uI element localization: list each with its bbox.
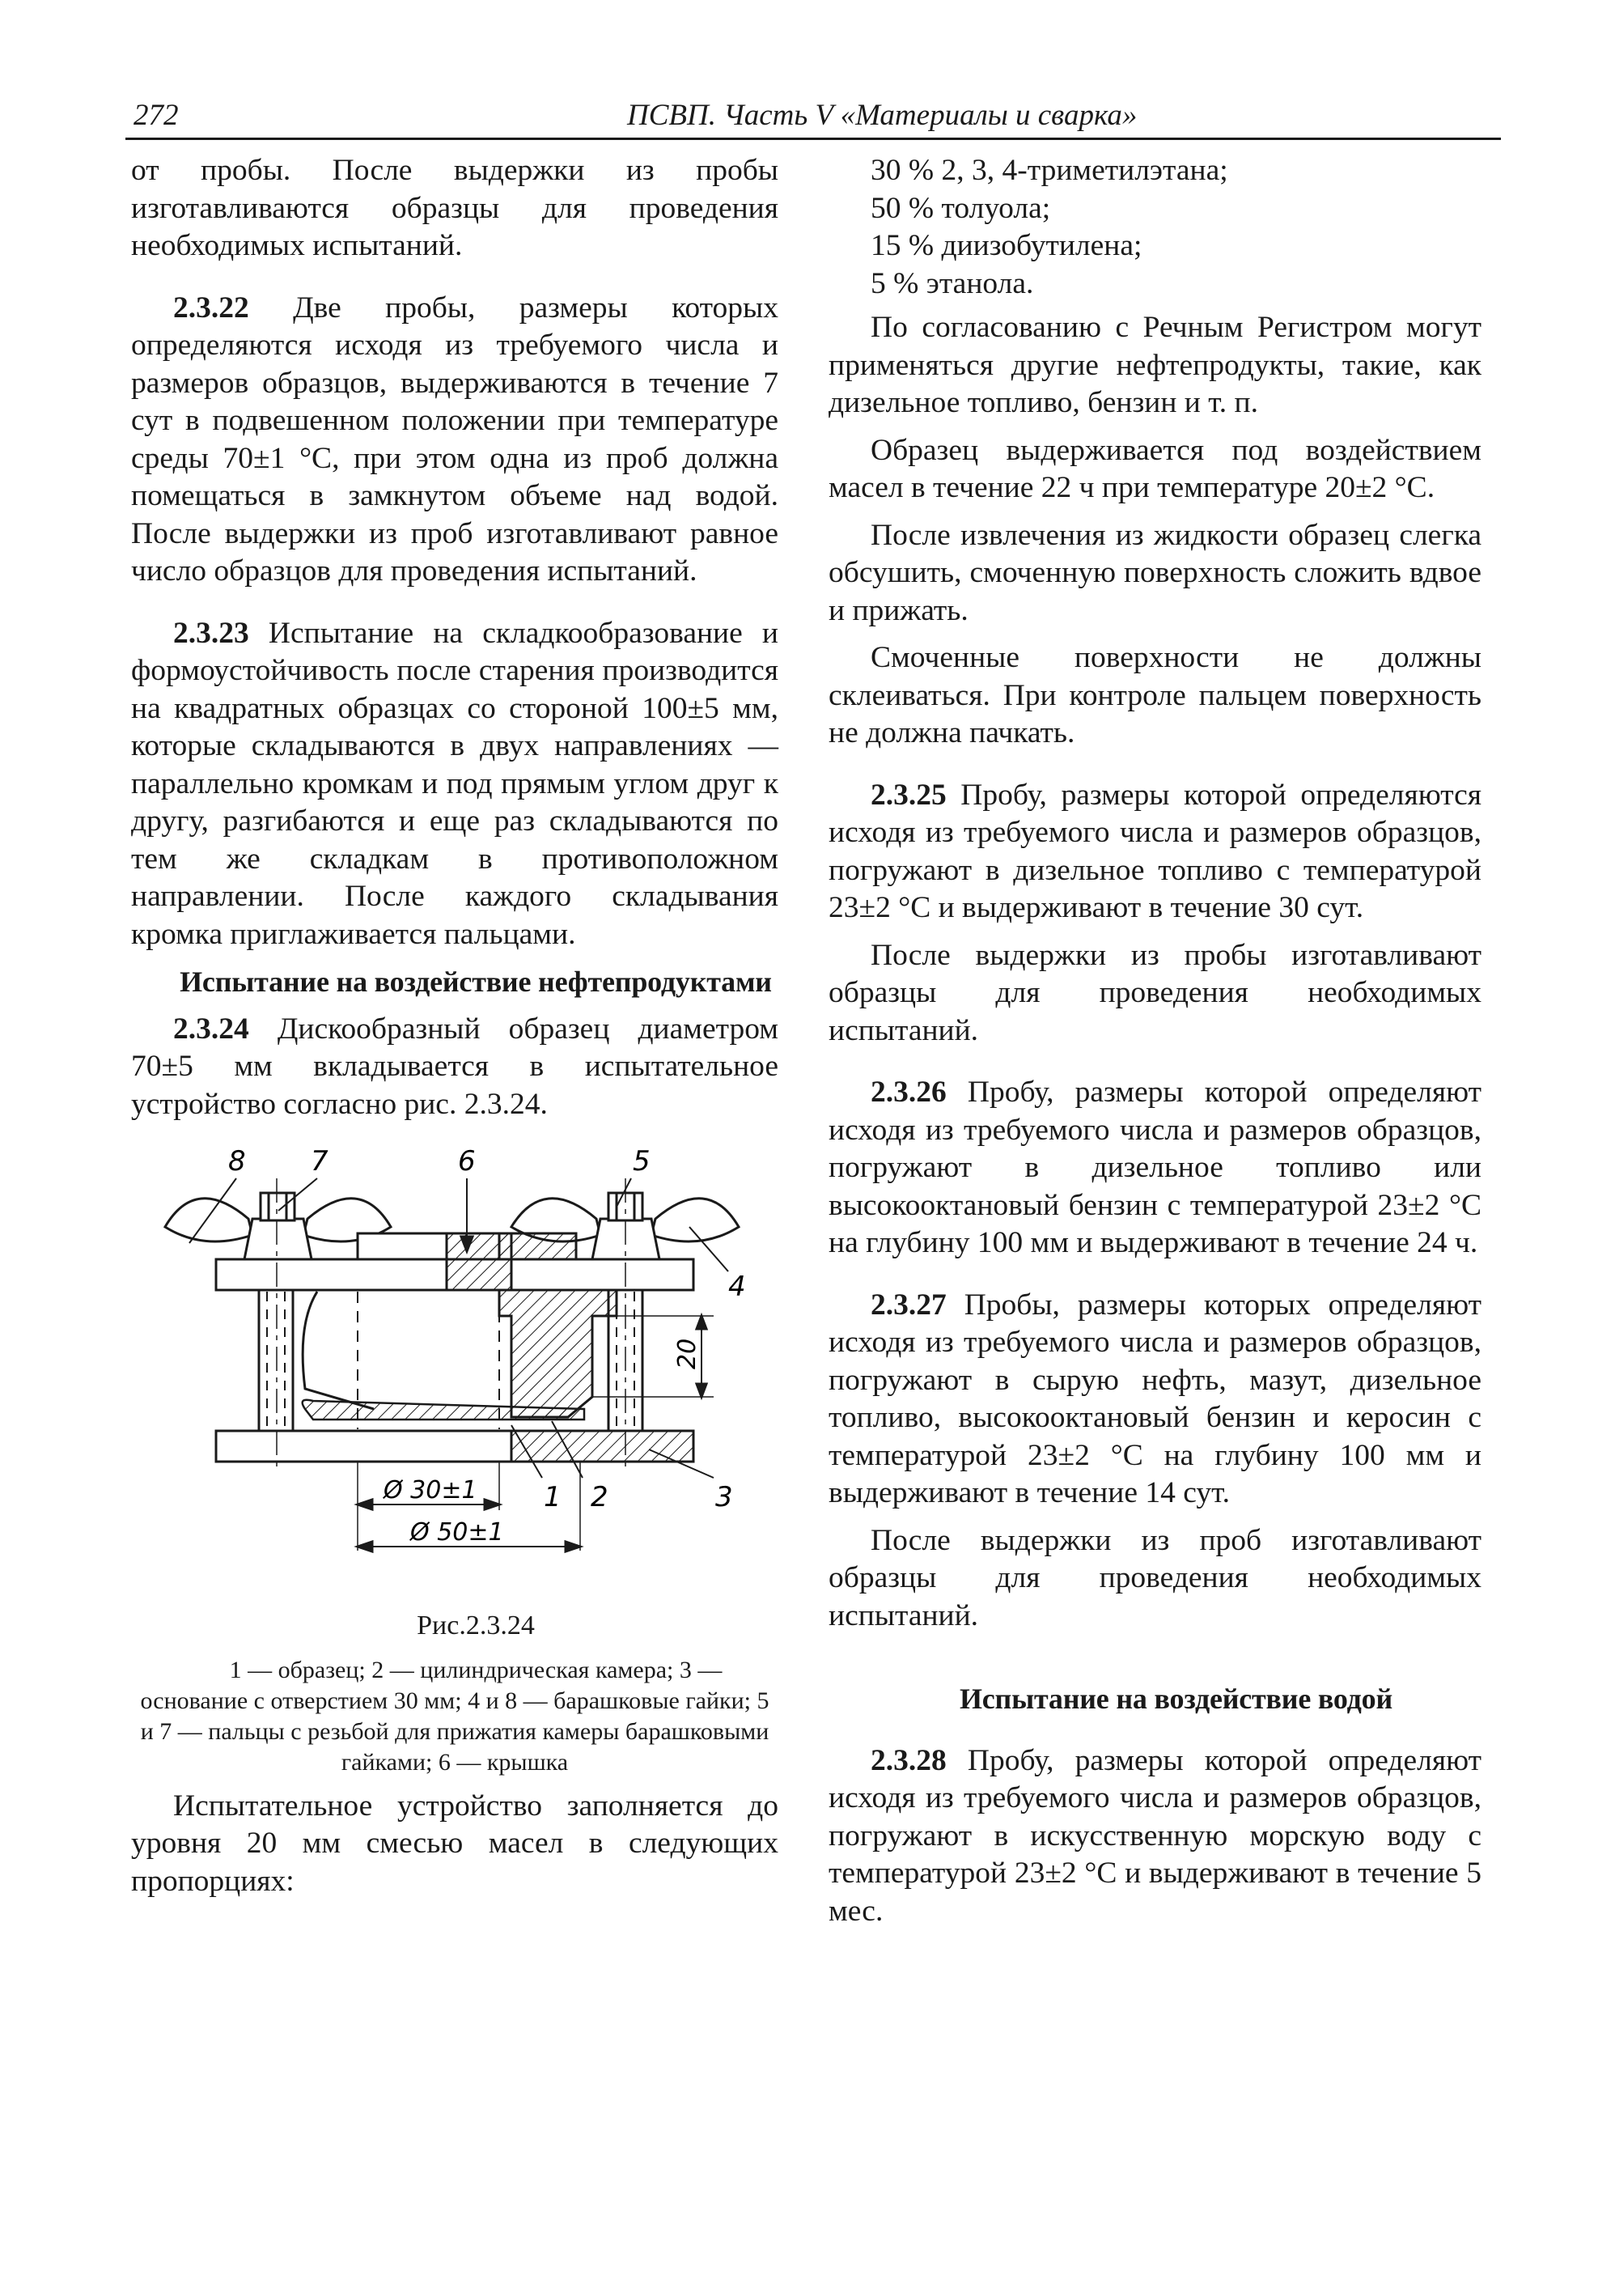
- dimension-inner-diameter: Ø 30±1: [384, 1476, 477, 1504]
- list-item: 15 % диизобутилена;: [871, 229, 1142, 262]
- section-2-3-28: [829, 1742, 1481, 1931]
- section-2-3-27: [829, 1287, 1481, 1513]
- figure-2-3-24: [131, 1130, 778, 1607]
- section-number: 2.3.28: [871, 1743, 947, 1777]
- section-text: Пробу, размеры которой определяют исходя из требуемого числа и размеров образцов, погружают в искусственную морскую воду с температурой 23±2 °С и выдерживают в течение 5 мес.: [829, 1743, 1481, 1928]
- section-text: Пробу, размеры которой определяются исходя из требуемого числа и размеров образцов, погружают в дизельное топливо с температурой 23±2 °С и выдерживают в течение 30 сут.: [829, 778, 1481, 924]
- section-number: 2.3.24: [173, 1012, 249, 1046]
- callout-6: 6: [458, 1145, 476, 1178]
- paragraph: Образец выдерживается под воздействием масел в течение 22 ч при температуре 20±2 °С.: [829, 433, 1481, 504]
- paragraph: Смоченные поверхности не должны склеиваться. При контроле пальцем поверхность не должна пачкать.: [829, 641, 1481, 749]
- section-text: Дискообразный образец диаметром 70±5 мм вкладывается в испытательное устройство согласно рис. 2.3.24.: [131, 1012, 778, 1121]
- section-2-3-22: [131, 290, 778, 591]
- callout-3: 3: [715, 1481, 733, 1513]
- section-number: 2.3.27: [871, 1288, 947, 1322]
- list-item: 5 % этанола.: [871, 266, 1034, 300]
- paragraph-continued: от пробы. После выдержки из пробы изготавливаются образцы для проведения необходимых испытаний.: [131, 154, 778, 262]
- page-number: 272: [134, 99, 179, 132]
- paragraph: После выдержки из проб изготавливают образцы для проведения необходимых испытаний.: [829, 1523, 1481, 1632]
- section-number: 2.3.22: [173, 291, 249, 325]
- figure-legend: 1 — образец; 2 — цилиндрическая камера; 3 — основание с отверстием 30 мм; 4 и 8 — барашковые гайки; 5 и 7 — пальцы с резьбой для прижатия камеры барашковыми гайками; 6 — крышка: [140, 1656, 769, 1776]
- paragraph: После извлечения из жидкости образец слегка обсушить, смоченную поверхность сложить вдвое и прижать.: [829, 518, 1481, 627]
- page-header: [125, 87, 1501, 140]
- callout-2: 2: [591, 1481, 608, 1513]
- section-2-3-25: [829, 777, 1481, 927]
- section-2-3-23: [131, 615, 778, 954]
- callout-4: 4: [728, 1271, 746, 1303]
- left-column: [131, 152, 778, 1910]
- test-device-drawing: [131, 1130, 778, 1607]
- figure-caption: Рис.2.3.24: [417, 1611, 535, 1640]
- section-text: Пробу, размеры которой определяют исходя из требуемого числа и размеров образцов, погружают в дизельное топливо или высокооктановый бензин с температурой 23±2 °С на глубину 100 мм и выдерживают в течение 24 ч.: [829, 1076, 1481, 1259]
- section-number: 2.3.23: [173, 616, 249, 650]
- callout-7: 7: [311, 1145, 329, 1178]
- paragraph: По согласованию с Речным Регистром могут применяться другие нефтепродукты, такие, как дизельное топливо, бензин и т. п.: [829, 311, 1481, 419]
- right-column: [829, 152, 1481, 1940]
- running-title: ПСВП. Часть V «Материалы и сварка»: [627, 99, 1138, 132]
- dimension-height: 20: [673, 1338, 702, 1369]
- section-text: Пробы, размеры которых определяют исходя из требуемого числа и размеров образцов, погружают в сырую нефть, мазут, дизельное топливо, высокооктановый бензин и керосин с температурой 23±2 °С на глубину 100 мм и выдерживают в течение 14 сут.: [829, 1288, 1481, 1509]
- paragraph: После выдержки из пробы изготавливают образцы для проведения необходимых испытаний.: [829, 938, 1481, 1047]
- heading-oil-test: Испытание на воздействие нефтепродуктами: [180, 966, 772, 998]
- list-item: 50 % толуола;: [871, 191, 1051, 225]
- section-number: 2.3.26: [871, 1076, 947, 1109]
- dimension-outer-diameter: Ø 50±1: [410, 1518, 504, 1547]
- wing-nut-left-wing: [165, 1199, 252, 1241]
- callout-5: 5: [633, 1145, 651, 1178]
- section-2-3-26: [829, 1074, 1481, 1263]
- section-number: 2.3.25: [871, 778, 947, 812]
- heading-water-test: Испытание на воздействие водой: [959, 1683, 1393, 1715]
- section-text: Две пробы, размеры которых определяются исходя из требуемого числа и размеров образцов, выдерживаются в течение 7 сут в подвешенном положении при температуре среды 70±1 °С, при этом одна из проб должна помещаться в замкнутом объеме над водой. После выдержки из проб изготавливают равное число образцов для проведения испытаний.: [131, 291, 778, 588]
- section-2-3-24: [131, 1011, 778, 1124]
- callout-8: 8: [228, 1145, 246, 1178]
- list-item: 30 % 2, 3, 4-триметилэтана;: [871, 154, 1228, 187]
- paragraph-mixture: Испытательное устройство заполняется до уровня 20 мм смесью масел в следующих пропорциях:: [131, 1789, 778, 1898]
- callout-1: 1: [544, 1481, 562, 1513]
- section-text: Испытание на складкообразование и формоустойчивость после старения производится на квадратных образцах со стороной 100±5 мм, которые складываются в двух направлениях — параллельно кромкам и под прямым углом друг к другу, разгибаются и еще раз складываются по тем же складкам в противоположном направлении. После каждого складывания кромка приглаживается пальцами.: [131, 616, 778, 951]
